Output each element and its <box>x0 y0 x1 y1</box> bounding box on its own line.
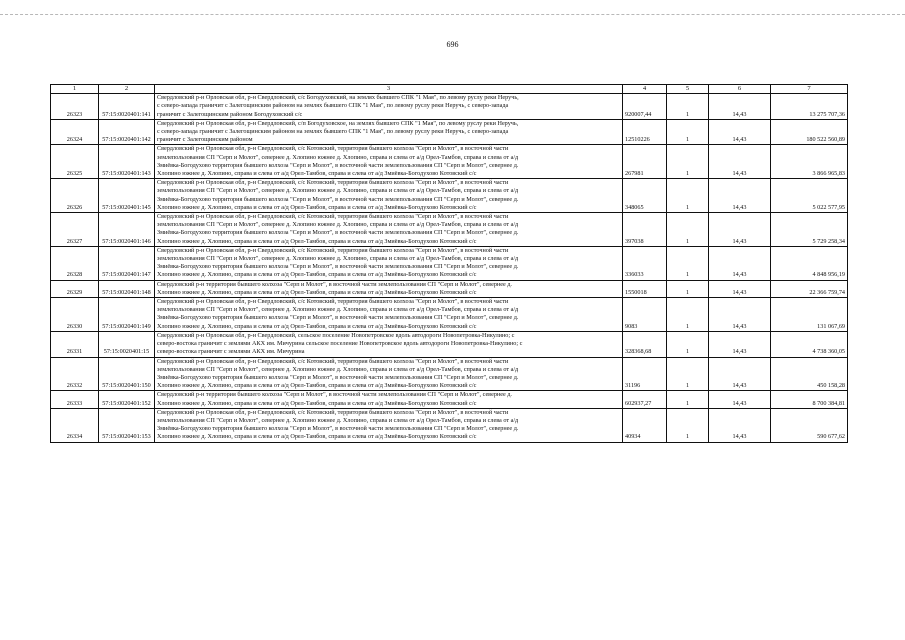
cadastral-number: 57:15:0020401:153 <box>99 408 155 442</box>
row-number: 26329 <box>51 280 99 297</box>
row-number: 26324 <box>51 119 99 145</box>
rate-value: 14,43 <box>709 145 771 179</box>
cadastral-number: 57:15:0020401:148 <box>99 280 155 297</box>
row-number: 26334 <box>51 408 99 442</box>
location-description <box>155 298 623 332</box>
location-description <box>155 391 623 408</box>
description-line: Хлопино южнее д. Хлопино, справа и слева от а/д Орел-Тамбов, справа и слева от а/д Змиёвка-Богодухово Котовский с/с <box>157 170 477 178</box>
description-line: Хлопино южнее д. Хлопино, справа и слева от а/д Орел-Тамбов, справа и слева от а/д Змиёвка-Богодухово Котовский с/с <box>157 237 477 245</box>
table-row <box>51 246 848 280</box>
column-header: 7 <box>771 85 848 94</box>
description-line: Хлопино южнее д. Хлопино, справа и слева от а/д Орел-Тамбов, справа и слева от а/д Змиёвка-Богодухово Котовский с/с <box>157 271 477 279</box>
description-line: Свердловский р-н Орловская обл, р-н Свердловский, с/с Котовский, территория бывшего колхоза "Серп и Молот", в восточной части <box>157 179 509 187</box>
row-number: 26330 <box>51 298 99 332</box>
rate-value: 14,43 <box>709 331 771 357</box>
area-value: 328368,68 <box>623 331 667 357</box>
location-description <box>155 280 623 297</box>
cadastral-number: 57:15:0020401:142 <box>99 119 155 145</box>
cadastral-value: 4 848 956,19 <box>771 246 848 280</box>
description-line: Хлопино южнее д. Хлопино, справа и слева от а/д Орел-Тамбов, справа и слева от а/д Змиёвка-Богодухово Котовский с/с <box>157 399 477 407</box>
column-header: 1 <box>51 85 99 94</box>
rate-value: 14,43 <box>709 357 771 391</box>
cadastral-value: 8 700 384,81 <box>771 391 848 408</box>
description-line: Свердловский р-н территория бывшего колхоза "Серп и Молот", в восточной части землепользования СП "Серп и Молот", севернее д. <box>157 280 512 288</box>
description-line: Свердловский р-н Орловская обл, р-н Свердловский, с/с Котовский, территория бывшего колхоза "Серп и Молот", в восточной части <box>157 145 509 153</box>
share-value: 1 <box>667 213 709 247</box>
area-value: 12510226 <box>623 119 667 145</box>
table-row <box>51 408 848 442</box>
row-number: 26333 <box>51 391 99 408</box>
description-line: Свердловский р-н Орловская обл, р-н Свердловский, с/п Богодуховское, на землях бывшего СПК "1 Мая", по левому руслу реки Неручь, <box>157 119 519 127</box>
row-number: 26325 <box>51 145 99 179</box>
rate-value: 14,43 <box>709 119 771 145</box>
description-line: землепользования СП "Серп и Молот", севернее д. Хлопино южнее д. Хлопино, справа и слева от а/д Орел-Тамбов, справа и слева от а/д <box>157 416 519 424</box>
page-number: 696 <box>446 40 459 49</box>
cadastral-value: 4 738 360,05 <box>771 331 848 357</box>
location-description <box>155 179 623 213</box>
location-description <box>155 94 623 120</box>
description-line: граничит с Залегощинским районом Богодуховский с/с <box>157 110 303 118</box>
share-value: 1 <box>667 94 709 120</box>
cadastral-value: 590 677,62 <box>771 408 848 442</box>
description-line: землепользования СП "Серп и Молот", севернее д. Хлопино южнее д. Хлопино, справа и слева от а/д Орел-Тамбов, справа и слева от а/д <box>157 365 519 373</box>
table-row <box>51 331 848 357</box>
location-description <box>155 331 623 357</box>
rate-value: 14,43 <box>709 179 771 213</box>
table-row <box>51 357 848 391</box>
share-value: 1 <box>667 280 709 297</box>
cadastral-value: 13 275 707,36 <box>771 94 848 120</box>
area-value: 9083 <box>623 298 667 332</box>
rate-value: 14,43 <box>709 298 771 332</box>
area-value: 920007,44 <box>623 94 667 120</box>
description-line: граничит с Залегощинским районом <box>157 136 253 144</box>
share-value: 1 <box>667 246 709 280</box>
row-number: 26328 <box>51 246 99 280</box>
description-line: северо-востока граничит с землями АКХ им. Мичурина сельское поселение Новопетровское вдоль автодороги Новопетровка-Никулино; с <box>157 340 523 348</box>
location-description <box>155 213 623 247</box>
area-value: 1550018 <box>623 280 667 297</box>
description-line: Свердловский р-н Орловская обл, р-н Свердловский, с/с Котовский, территория бывшего колхоза "Серп и Молот", в восточной части <box>157 357 509 365</box>
description-line: землепользования СП "Серп и Молот", севернее д. Хлопино южнее д. Хлопино, справа и слева от а/д Орел-Тамбов, справа и слева от а/д <box>157 153 519 161</box>
row-number: 26326 <box>51 179 99 213</box>
description-line: Змиёвка-Богодухово территория бывшего колхоза "Серп и Молот", в восточной части землепользования СП "Серп и Молот", севернее д. <box>157 373 519 381</box>
row-number: 26323 <box>51 94 99 120</box>
description-line: северо-востока граничит с землями АКХ им. Мичурина <box>157 348 305 356</box>
share-value: 1 <box>667 331 709 357</box>
rate-value: 14,43 <box>709 213 771 247</box>
description-line: землепользования СП "Серп и Молот", севернее д. Хлопино южнее д. Хлопино, справа и слева от а/д Орел-Тамбов, справа и слева от а/д <box>157 187 519 195</box>
description-line: землепользования СП "Серп и Молот", севернее д. Хлопино южнее д. Хлопино, справа и слева от а/д Орел-Тамбов, справа и слева от а/д <box>157 221 519 229</box>
description-line: Свердловский р-н Орловская обл, р-н Свердловский, с/с Котовский, территория бывшего колхоза "Серп и Молот", в восточной части <box>157 246 509 254</box>
share-value: 1 <box>667 357 709 391</box>
row-number: 26331 <box>51 331 99 357</box>
share-value: 1 <box>667 145 709 179</box>
rate-value: 14,43 <box>709 408 771 442</box>
scan-artifact-line <box>0 14 905 15</box>
table-row <box>51 213 848 247</box>
cadastral-value: 131 067,69 <box>771 298 848 332</box>
location-description <box>155 246 623 280</box>
table-row <box>51 179 848 213</box>
description-line: Змиёвка-Богодухово территория бывшего колхоза "Серп и Молот", в восточной части землепользования СП "Серп и Молот", севернее д. <box>157 263 519 271</box>
share-value: 1 <box>667 391 709 408</box>
cadastral-value: 180 522 560,89 <box>771 119 848 145</box>
register-table-body <box>51 85 848 443</box>
description-line: Свердловский р-н Орловская обл, р-н Свердловский, с/с Богодуховский, на землях бывшего СПК "1 Мая", по левому руслу реки Неручь, <box>157 94 519 102</box>
description-line: Хлопино южнее д. Хлопино, справа и слева от а/д Орел-Тамбов, справа и слева от а/д Змиёвка-Богодухово Котовский с/с <box>157 288 477 296</box>
area-value: 267981 <box>623 145 667 179</box>
column-header: 2 <box>99 85 155 94</box>
cadastral-value: 3 866 965,83 <box>771 145 848 179</box>
description-line: Змиёвка-Богодухово территория бывшего колхоза "Серп и Молот", в восточной части землепользования СП "Серп и Молот", севернее д. <box>157 195 519 203</box>
description-line: Змиёвка-Богодухово территория бывшего колхоза "Серп и Молот", в восточной части землепользования СП "Серп и Молот", севернее д. <box>157 425 519 433</box>
description-line: Хлопино южнее д. Хлопино, справа и слева от а/д Орел-Тамбов, справа и слева от а/д Змиёвка-Богодухово Котовский с/с <box>157 382 477 390</box>
share-value: 1 <box>667 119 709 145</box>
description-line: с северо-запада граничит с Залегощинским районом на землях бывшего СПК "1 Мая", по левому руслу реки Неручь, с северо-запада <box>157 102 509 110</box>
description-line: землепользования СП "Серп и Молот", севернее д. Хлопино южнее д. Хлопино, справа и слева от а/д Орел-Тамбов, справа и слева от а/д <box>157 306 519 314</box>
column-header: 6 <box>709 85 771 94</box>
share-value: 1 <box>667 408 709 442</box>
table-row <box>51 391 848 408</box>
rate-value: 14,43 <box>709 391 771 408</box>
column-header: 5 <box>667 85 709 94</box>
cadastral-number: 57:15:0020401:150 <box>99 357 155 391</box>
rate-value: 14,43 <box>709 246 771 280</box>
description-line: Хлопино южнее д. Хлопино, справа и слева от а/д Орел-Тамбов, справа и слева от а/д Змиёвка-Богодухово Котовский с/с <box>157 433 477 441</box>
description-line: Хлопино южнее д. Хлопино, справа и слева от а/д Орел-Тамбов, справа и слева от а/д Змиёвка-Богодухово Котовский с/с <box>157 322 477 330</box>
area-value: 348065 <box>623 179 667 213</box>
table-row <box>51 280 848 297</box>
table-header-row <box>51 85 848 94</box>
area-value: 602937,27 <box>623 391 667 408</box>
rate-value: 14,43 <box>709 280 771 297</box>
cadastral-number: 57:15:0020401:146 <box>99 213 155 247</box>
area-value: 336033 <box>623 246 667 280</box>
location-description <box>155 119 623 145</box>
description-line: землепользования СП "Серп и Молот", севернее д. Хлопино южнее д. Хлопино, справа и слева от а/д Орел-Тамбов, справа и слева от а/д <box>157 255 519 263</box>
cadastral-number: 57:15:0020401:15 <box>99 331 155 357</box>
description-line: Свердловский р-н Орловская обл, р-н Свердловский, с/с Котовский, территория бывшего колхоза "Серп и Молот", в восточной части <box>157 213 509 221</box>
location-description <box>155 357 623 391</box>
cadastral-value: 5 022 577,95 <box>771 179 848 213</box>
cadastral-value: 5 729 258,34 <box>771 213 848 247</box>
description-line: Хлопино южнее д. Хлопино, справа и слева от а/д Орел-Тамбов, справа и слева от а/д Змиёвка-Богодухово Котовский с/с <box>157 203 477 211</box>
table-row <box>51 298 848 332</box>
rate-value: 14,43 <box>709 94 771 120</box>
cadastral-number: 57:15:0020401:152 <box>99 391 155 408</box>
cadastral-number: 57:15:0020401:147 <box>99 246 155 280</box>
table-row <box>51 119 848 145</box>
cadastral-number: 57:15:0020401:141 <box>99 94 155 120</box>
description-line: Змиёвка-Богодухово территория бывшего колхоза "Серп и Молот", в восточной части землепользования СП "Серп и Молот", севернее д. <box>157 161 519 169</box>
area-value: 31196 <box>623 357 667 391</box>
area-value: 40934 <box>623 408 667 442</box>
cadastral-number: 57:15:0020401:145 <box>99 179 155 213</box>
cadastral-number: 57:15:0020401:143 <box>99 145 155 179</box>
location-description <box>155 145 623 179</box>
share-value: 1 <box>667 298 709 332</box>
description-line: Свердловский р-н Орловская обл, р-н Свердловский, с/с Котовский, территория бывшего колхоза "Серп и Молот", в восточной части <box>157 408 509 416</box>
description-line: Свердловский р-н Орловская обл, р-н Свердловский, сельское поселение Новопетровское вдоль автодороги Новопетровка-Никулино; с <box>157 331 515 339</box>
description-line: Свердловский р-н территория бывшего колхоза "Серп и Молот", в восточной части землепользования СП "Серп и Молот", севернее д. <box>157 391 512 399</box>
description-line: с северо-запада граничит с Залегощинским районом на землях бывшего СПК "1 Мая", по левому руслу реки Неручь, с северо-запада <box>157 128 509 136</box>
register-table <box>50 84 848 443</box>
area-value: 397038 <box>623 213 667 247</box>
row-number: 26327 <box>51 213 99 247</box>
description-line: Свердловский р-н Орловская обл, р-н Свердловский, с/с Котовский, территория бывшего колхоза "Серп и Молот", в восточной части <box>157 298 509 306</box>
column-header: 3 <box>155 85 623 94</box>
column-header: 4 <box>623 85 667 94</box>
share-value: 1 <box>667 179 709 213</box>
cadastral-value: 450 158,28 <box>771 357 848 391</box>
cadastral-number: 57:15:0020401:149 <box>99 298 155 332</box>
location-description <box>155 408 623 442</box>
cadastral-value: 22 366 759,74 <box>771 280 848 297</box>
table-row <box>51 145 848 179</box>
row-number: 26332 <box>51 357 99 391</box>
table-row <box>51 94 848 120</box>
description-line: Змиёвка-Богодухово территория бывшего колхоза "Серп и Молот", в восточной части землепользования СП "Серп и Молот", севернее д. <box>157 229 519 237</box>
description-line: Змиёвка-Богодухово территория бывшего колхоза "Серп и Молот", в восточной части землепользования СП "Серп и Молот", севернее д. <box>157 314 519 322</box>
